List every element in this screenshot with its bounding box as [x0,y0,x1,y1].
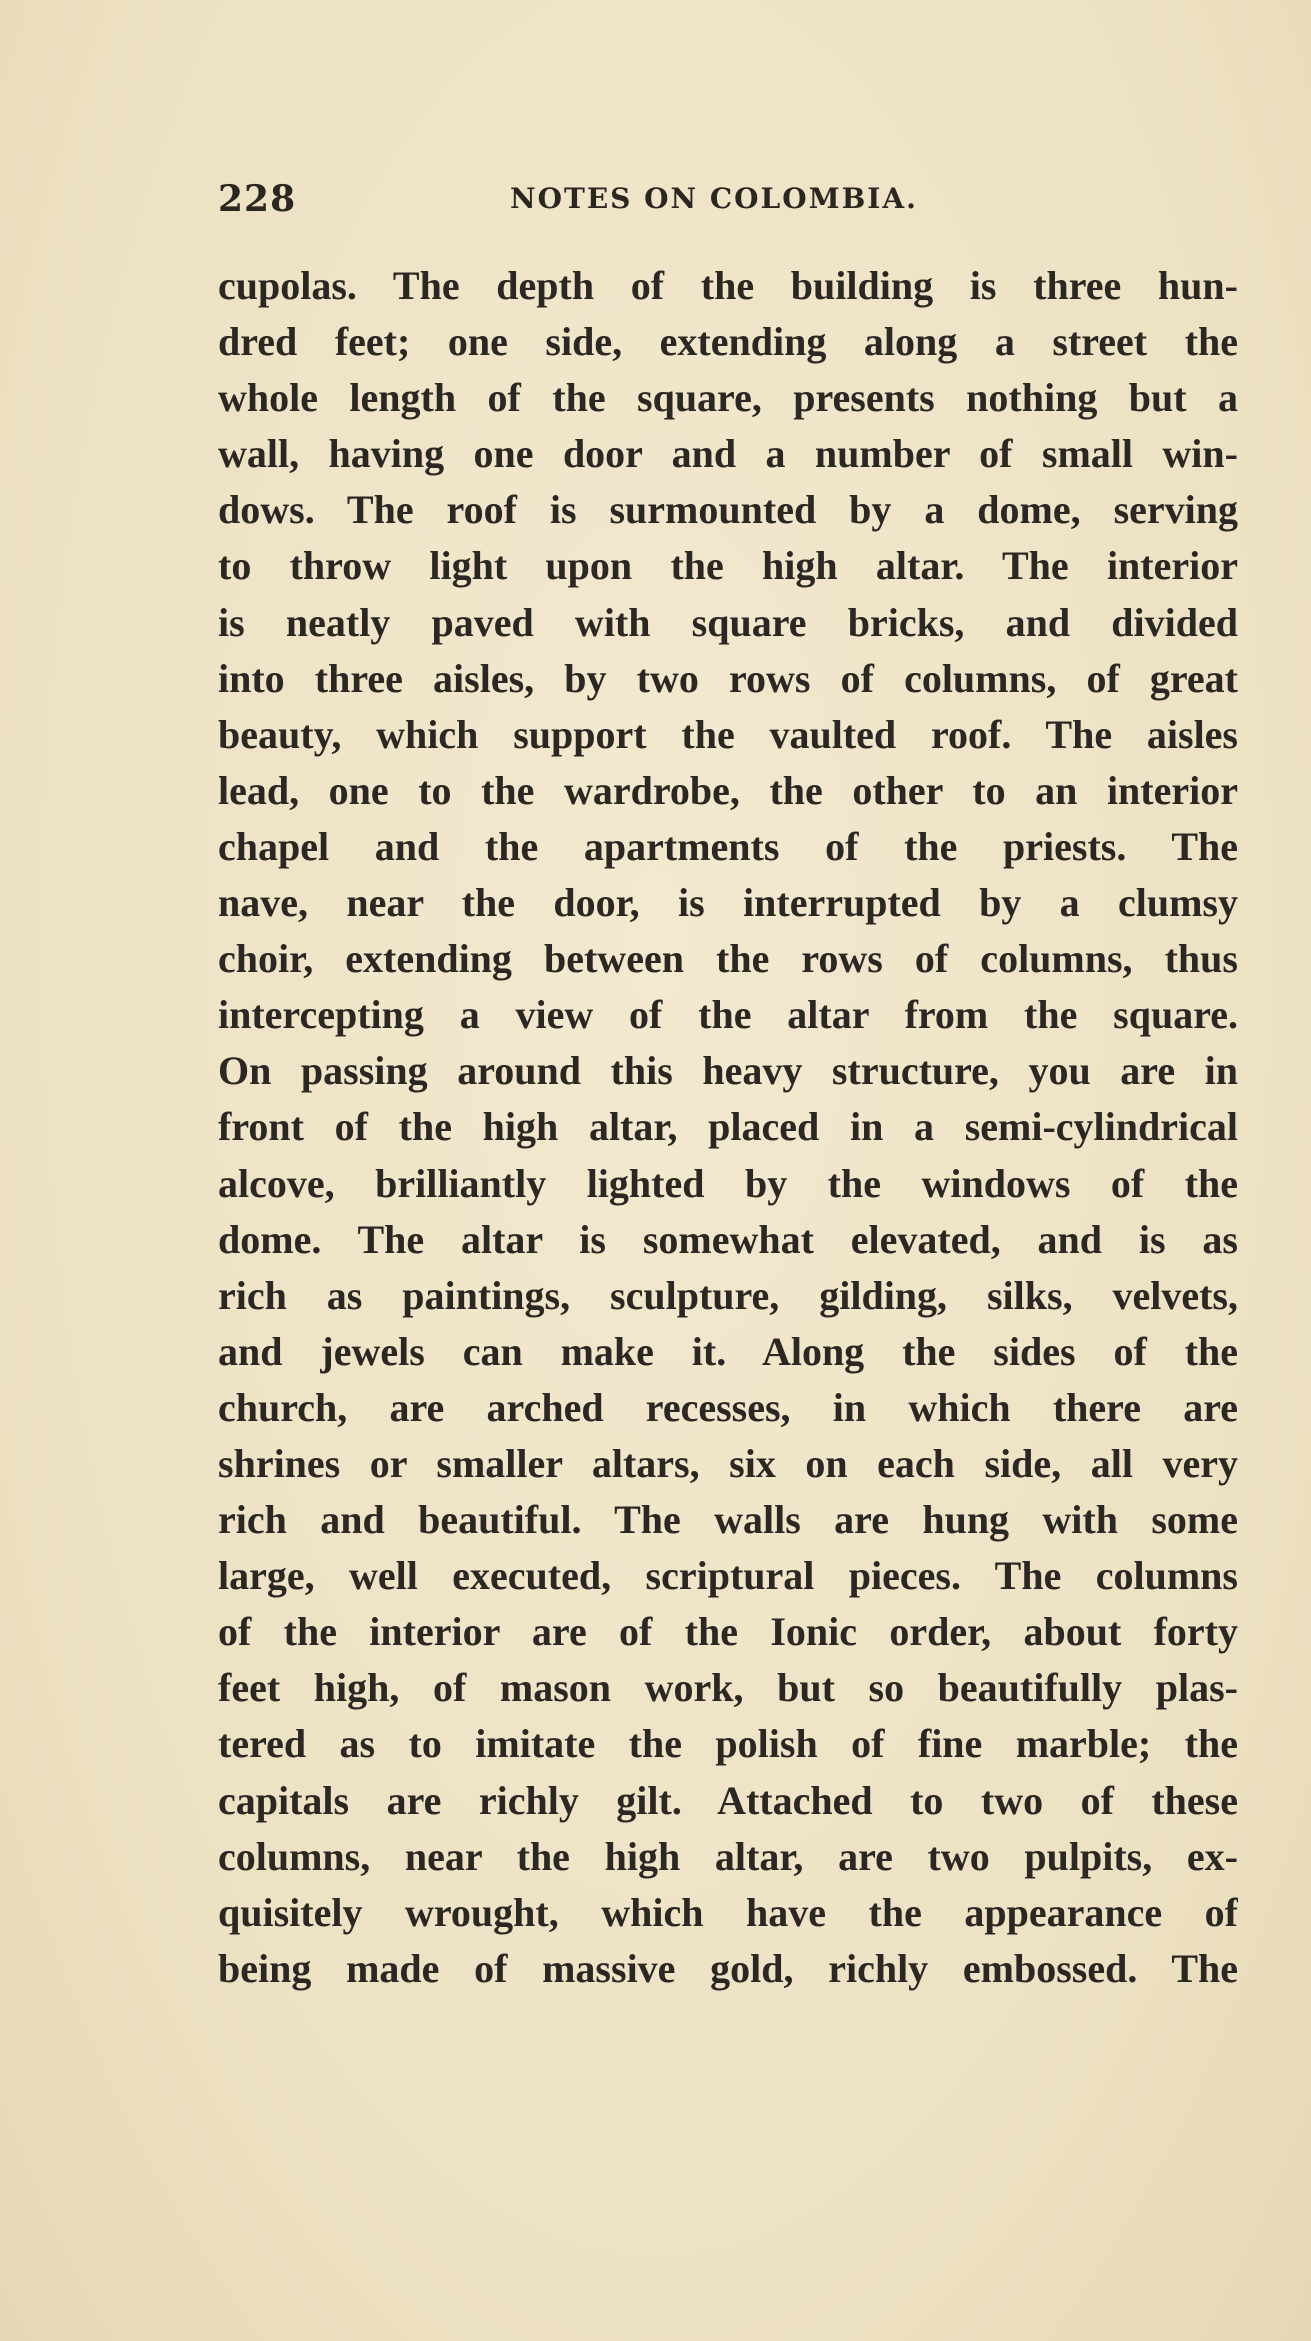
text-line: wall, having one door and a number of small win- [218,431,1238,477]
text-line: capitals are richly gilt. Attached to two of these [218,1777,1238,1823]
text-line: choir, extending between the rows of columns, thus [218,936,1238,982]
text-line: dows. The roof is surmounted by a dome, serving [218,487,1238,533]
text-line: feet high, of mason work, but so beautifully plas- [218,1665,1238,1711]
text-line: whole length of the square, presents nothing but a [218,375,1238,421]
text-line: quisitely wrought, which have the appearance of [218,1889,1238,1935]
text-line: cupolas. The depth of the building is three hun- [218,263,1238,308]
text-line: lead, one to the wardrobe, the other to an interior [218,767,1238,813]
text-line: rich as paintings, sculpture, gilding, silks, velvets, [218,1272,1238,1318]
page-number: 228 [218,178,297,220]
text-line: and jewels can make it. Along the sides of the [218,1328,1238,1374]
text-line: is neatly paved with square bricks, and divided [218,599,1238,645]
text-line: dred feet; one side, extending along a street the [218,319,1238,365]
text-line: into three aisles, by two rows of columns, of great [218,655,1238,701]
text-line: dome. The altar is somewhat elevated, and is as [218,1216,1238,1262]
text-line: alcove, brilliantly lighted by the windows of the [218,1160,1238,1206]
text-line: beauty, which support the vaulted roof. The aisles [218,711,1238,757]
text-line: of the interior are of the Ionic order, about forty [218,1609,1238,1655]
text-line: rich and beautiful. The walls are hung with some [218,1497,1238,1543]
running-title: NOTES ON COLOMBIA. [510,182,918,215]
text-line: columns, near the high altar, are two pulpits, ex- [218,1833,1238,1879]
body-text [218,258,1238,1997]
text-line: being made of massive gold, richly embossed. The [218,1945,1238,1991]
text-line: front of the high altar, placed in a semi-cylindrical [218,1104,1238,1150]
text-line: church, are arched recesses, in which there are [218,1384,1238,1430]
text-line: to throw light upon the high altar. The interior [218,543,1238,589]
text-line: shrines or smaller altars, six on each side, all very [218,1440,1238,1486]
page-header [218,178,1238,226]
text-line: large, well executed, scriptural pieces. The columns [218,1553,1238,1599]
text-line: On passing around this heavy structure, you are in [218,1048,1238,1094]
text-line: chapel and the apartments of the priests. The [218,823,1238,869]
text-line: nave, near the door, is interrupted by a clumsy [218,880,1238,926]
text-line: intercepting a view of the altar from the square. [218,992,1238,1038]
text-line: tered as to imitate the polish of fine marble; the [218,1721,1238,1767]
